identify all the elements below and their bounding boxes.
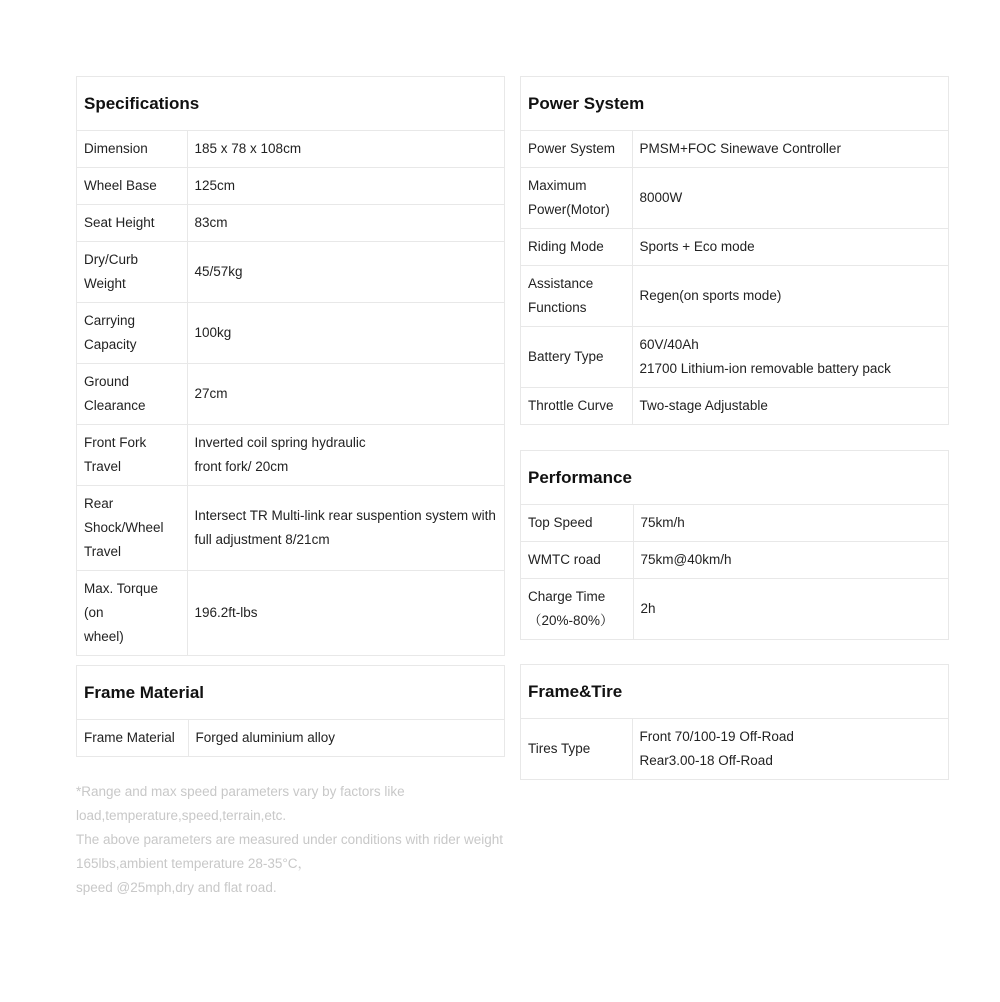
spec-key: Rear Shock/Wheel Travel [77, 486, 187, 571]
table-row [521, 131, 948, 168]
spec-key: Max. Torque (on wheel) [77, 571, 187, 656]
table-row [521, 579, 948, 640]
spec-value: 185 x 78 x 108cm [187, 131, 504, 168]
specifications-table [77, 131, 504, 655]
performance-title: Performance [521, 451, 948, 505]
spec-value: Inverted coil spring hydraulic front fork/ 20cm [187, 425, 504, 486]
spec-key: Dimension [77, 131, 187, 168]
spec-key: Charge Time （20%-80%） [521, 579, 633, 640]
table-row [77, 486, 504, 571]
footnote-test-conditions: The above parameters are measured under conditions with rider weight 165lbs,ambient temperature 28-35°C， speed @25mph,dry and flat road. [76, 832, 503, 895]
frame-material-title: Frame Material [77, 666, 504, 720]
table-row [77, 425, 504, 486]
spec-key: Ground Clearance [77, 364, 187, 425]
frame-tire-table [521, 719, 948, 779]
table-row [521, 266, 948, 327]
spec-value: Forged aluminium alloy [195, 730, 336, 745]
spec-value: 196.2ft-lbs [194, 605, 258, 620]
frame-material-table [77, 720, 504, 756]
power-system-card [520, 76, 949, 425]
spec-key: Tires Type [521, 719, 632, 779]
table-row [77, 364, 504, 425]
frame-material-card [76, 665, 505, 757]
footnote [76, 780, 506, 900]
table-row [521, 542, 948, 579]
spec-key: Power System [521, 131, 632, 168]
spec-key: Front Fork Travel [77, 425, 187, 486]
table-row [77, 205, 504, 242]
spec-value: 60V/40Ah 21700 Lithium-ion removable battery pack [632, 327, 948, 388]
spec-value: 75km@40km/h [633, 542, 948, 579]
performance-table [521, 505, 948, 639]
spec-key: Seat Height [77, 205, 187, 242]
spec-value: 75km/h [633, 505, 948, 542]
frame-tire-title: Frame&Tire [521, 665, 948, 719]
power-system-title: Power System [521, 77, 948, 131]
spec-value: 83cm [187, 205, 504, 242]
specifications-card [76, 76, 505, 656]
spec-value: 100kg [187, 303, 504, 364]
spec-key: Battery Type [521, 327, 632, 388]
spec-key: WMTC road [521, 542, 633, 579]
spec-value: Front 70/100-19 Off-Road Rear3.00-18 Off-Road [639, 729, 794, 768]
spec-value: 27cm [187, 364, 504, 425]
spec-key: Assistance Functions [521, 266, 632, 327]
spec-key: Carrying Capacity [77, 303, 187, 364]
spec-key: Maximum Power(Motor) [521, 168, 632, 229]
table-row [521, 719, 948, 779]
table-row [521, 229, 948, 266]
table-row [77, 720, 504, 756]
spec-key: Dry/Curb Weight [77, 242, 187, 303]
table-row [77, 303, 504, 364]
spec-value: Sports + Eco mode [632, 229, 948, 266]
spec-value: 8000W [632, 168, 948, 229]
spec-value: Intersect TR Multi-link rear suspention system with full adjustment 8/21cm [187, 486, 504, 571]
frame-tire-card [520, 664, 949, 780]
table-row [521, 327, 948, 388]
spec-value: Two-stage Adjustable [639, 398, 768, 413]
table-row [77, 571, 504, 656]
spec-key: Top Speed [521, 505, 633, 542]
performance-card [520, 450, 949, 640]
table-row [521, 388, 948, 425]
spec-value: 45/57kg [187, 242, 504, 303]
table-row [77, 168, 504, 205]
spec-key: Wheel Base [77, 168, 187, 205]
specifications-title: Specifications [77, 77, 504, 131]
spec-value: PMSM+FOC Sinewave Controller [632, 131, 948, 168]
table-row [77, 242, 504, 303]
table-row [521, 168, 948, 229]
spec-value: Regen(on sports mode) [632, 266, 948, 327]
spec-key: Throttle Curve [521, 388, 632, 425]
power-system-table [521, 131, 948, 424]
table-row [521, 505, 948, 542]
spec-key: Frame Material [77, 720, 188, 756]
table-row [77, 131, 504, 168]
spec-key: Riding Mode [521, 229, 632, 266]
footnote-range-disclaimer: *Range and max speed parameters vary by factors like load,temperature,speed,terrain,etc. [76, 784, 405, 823]
spec-value: 125cm [187, 168, 504, 205]
spec-value: 2h [640, 601, 656, 616]
